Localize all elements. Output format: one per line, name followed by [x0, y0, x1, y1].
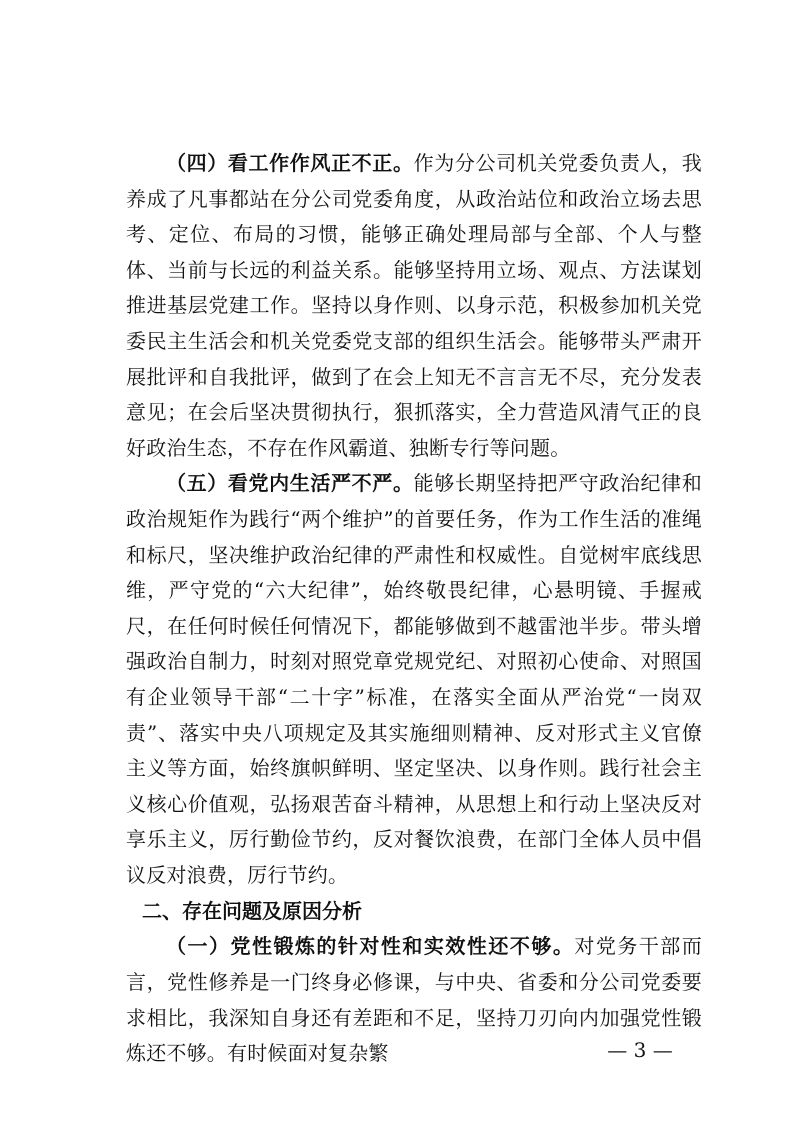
paragraph-lead: （五）看党内生活严不严。 — [166, 471, 414, 496]
paragraph-lead: （一）党性锻炼的针对性和实效性还不够。 — [166, 934, 575, 959]
paragraph-text: 作为分公司机关党委负责人，我养成了凡事都站在分公司党委角度，从政治站位和政治立场去思考、定位、布局的习惯，能够正确处理局部与全部、个人与整体、当前与长远的利益关系。能够坚持用立场、观点、方法谋划推进基层党建工作。坚持以身作则、以身示范，积极参加机关党委民主生活会和机关党委党支部的组织生活会。能够带头严肃开展批评和自我批评，做到了在会上知无不言言无不尽，充分发表意见；在会后坚决贯彻执行，狠抓落实，全力营造风清气正的良好政治生态，不存在作风霸道、独断专行等问题。 — [126, 151, 702, 460]
paragraph-party-life — [126, 466, 702, 893]
paragraph-text: 对党务干部而言，党性修养是一门终身必修课，与中央、省委和分公司党委要求相比，我深知自身还有差距和不足，坚持刀刃向内加强党性锻炼还不够。有时候面对复杂繁 — [126, 934, 702, 1066]
paragraph-lead: （四）看工作作风正不正。 — [166, 151, 414, 175]
paragraph-work-style — [126, 146, 702, 466]
section-heading: 二、存在问题及原因分析 — [142, 899, 362, 924]
document-body — [126, 146, 702, 1072]
paragraph-text: 能够长期坚持把严守政治纪律和政治规矩作为践行“两个维护”的首要任务，作为工作生活的准绳和标尺，坚决维护政治纪律的严肃性和权威性。自觉树牢底线思维，严守党的“六大纪律”，始终敬畏纪律，心悬明镜、手握戒尺，在任何时候任何情况下，都能够做到不越雷池半步。带头增强政治自制力，时刻对照党章党规党纪、对照初心使命、对照国有企业领导干部“二十字”标准，在落实全面从严治党“一岗双责”、落实中央八项规定及其实施细则精神、反对形式主义官僚主义等方面，始终旗帜鲜明、坚定坚决、以身作则。践行社会主义核心价值观，弘扬艰苦奋斗精神，从思想上和行动上坚决反对享乐主义，厉行勤俭节约，反对餐饮浪费，在部门全体人员中倡议反对浪费，厉行节约。 — [126, 471, 702, 887]
page-number: — 3 — — [607, 1038, 673, 1062]
